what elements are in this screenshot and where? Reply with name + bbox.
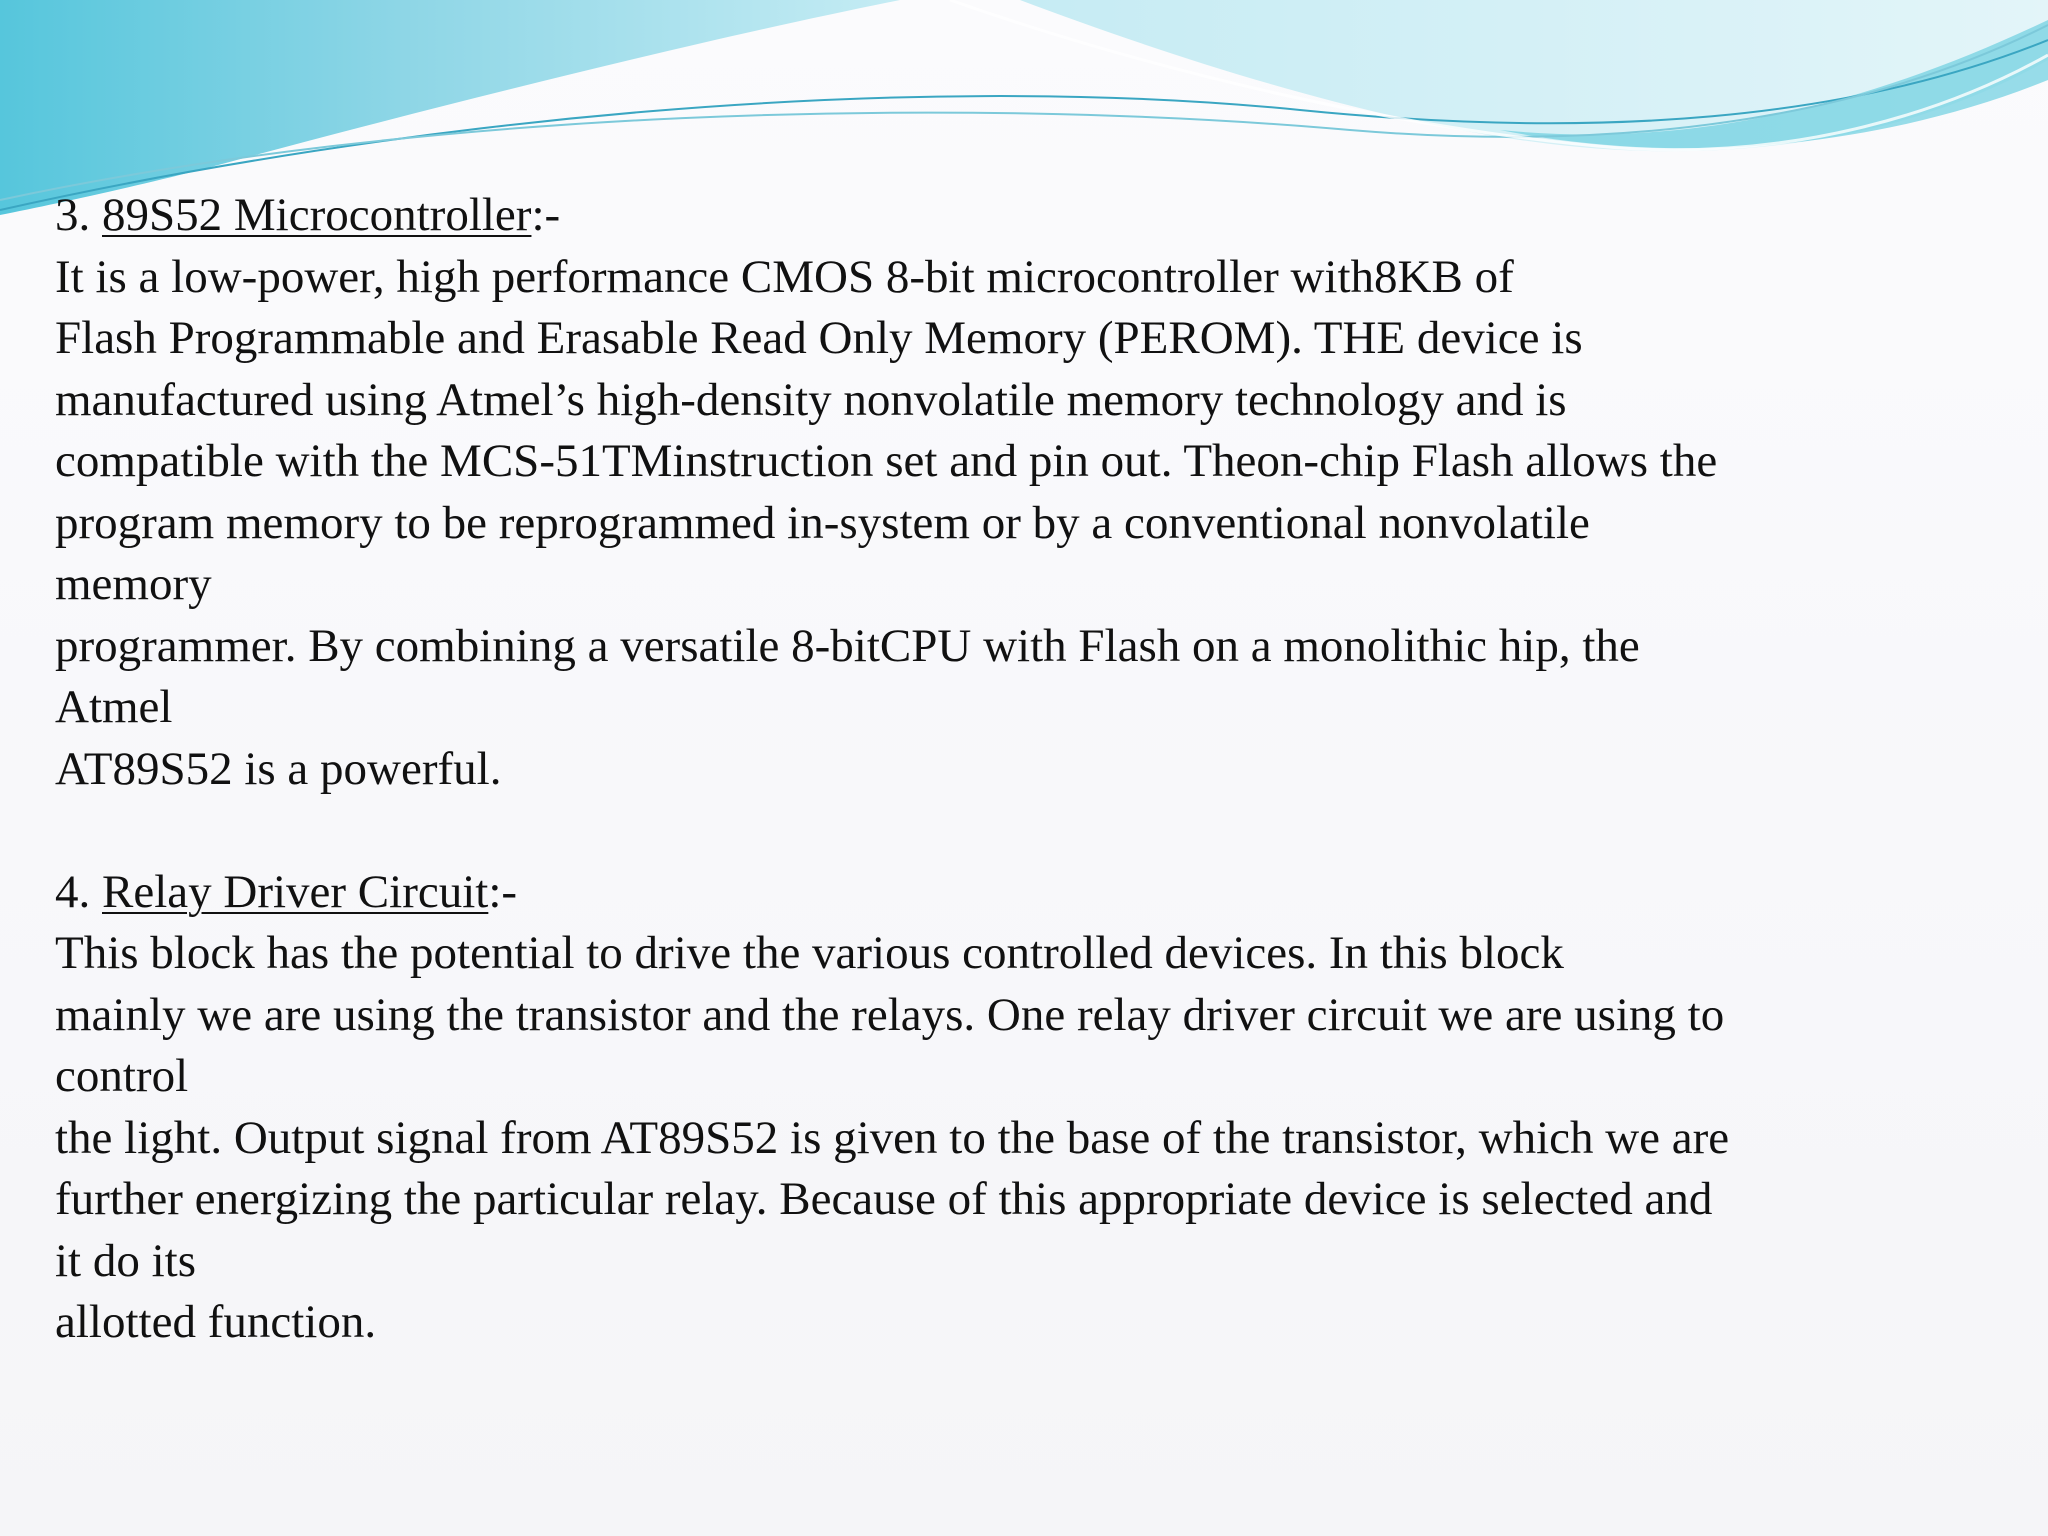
section-4-line: This block has the potential to drive the various controlled devices. In this block bbox=[55, 927, 1564, 979]
section-3-line: AT89S52 is a powerful. bbox=[55, 742, 502, 795]
section-4-line: allotted function. bbox=[55, 1296, 377, 1348]
section-3-line: Flash Programmable and Erasable Read Only Memory (PEROM). THE device is bbox=[55, 312, 1583, 364]
section-3-number: 3. bbox=[55, 189, 102, 241]
section-4-line: the light. Output signal from AT89S52 is given to the base of the transistor, which we are bbox=[55, 1111, 1730, 1164]
section-4-line: mainly we are using the transistor and the relays. One relay driver circuit we are using to bbox=[55, 988, 1725, 1041]
section-3-suffix: :- bbox=[531, 189, 561, 241]
section-4-suffix: :- bbox=[488, 865, 518, 918]
section-3-line: It is a low-power, high performance CMOS 8-bit microcontroller with8KB of bbox=[55, 250, 1514, 303]
section-3-heading: 89S52 Microcontroller bbox=[102, 189, 532, 241]
section-4-line: further energizing the particular relay. Because of this appropriate device is selected and bbox=[55, 1173, 1713, 1225]
section-3-line: program memory to be reprogrammed in-system or by a conventional nonvolatile bbox=[55, 496, 1590, 549]
section-4-number: 4. bbox=[55, 865, 102, 918]
section-3-line: Atmel bbox=[55, 681, 173, 733]
section-4-line: control bbox=[55, 1050, 189, 1102]
paragraph-spacer bbox=[55, 800, 2015, 862]
section-3-line: manufactured using Atmel’s high-density nonvolatile memory technology and is bbox=[55, 373, 1567, 426]
section-4-heading-line bbox=[55, 862, 2015, 924]
section-3-heading-line bbox=[55, 185, 2015, 247]
section-3-line: compatible with the MCS-51TMinstruction set and pin out. Theon-chip Flash allows the bbox=[55, 435, 1718, 487]
section-3-line: memory bbox=[55, 558, 212, 610]
section-4-line: it do its bbox=[55, 1234, 197, 1287]
section-4-heading: Relay Driver Circuit bbox=[102, 865, 489, 918]
slide-body bbox=[55, 185, 2015, 1354]
section-3-line: programmer. By combining a versatile 8-bitCPU with Flash on a monolithic hip, the bbox=[55, 619, 1640, 672]
